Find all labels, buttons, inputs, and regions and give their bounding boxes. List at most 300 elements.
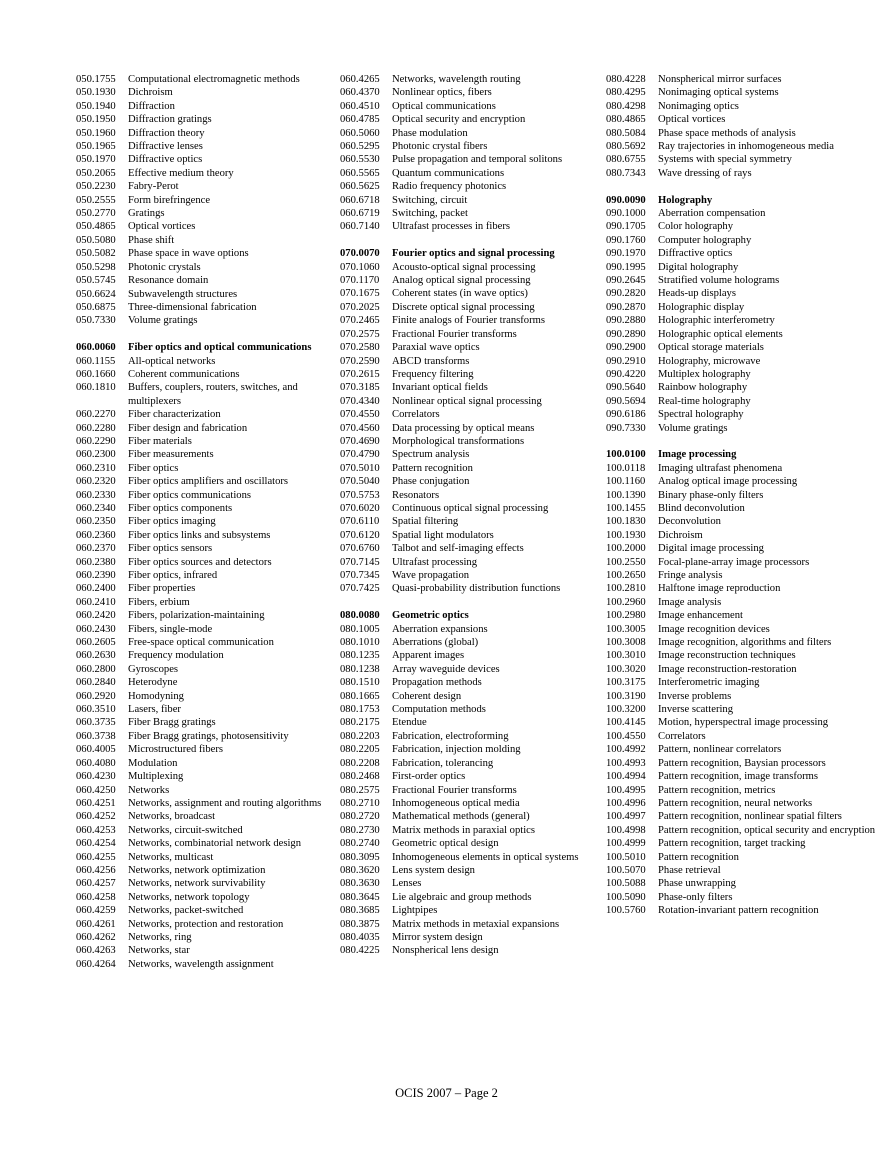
ocis-code: 060.3735 [76,717,116,729]
ocis-code: 080.1005 [340,623,380,635]
ocis-code: 100.0118 [606,462,646,474]
ocis-entry [606,904,876,917]
ocis-term: Fiber design and fabrication [128,422,248,434]
ocis-term: Image reconstruction techniques [658,650,796,662]
ocis-code: 070.2590 [340,355,380,367]
ocis-term: Correlators [658,730,706,742]
ocis-term: Diffraction theory [128,127,205,139]
ocis-entry [76,489,326,502]
ocis-term: Wave dressing of rays [658,167,752,179]
ocis-entry [76,180,326,193]
ocis-entry [76,140,326,153]
ocis-entry [606,529,876,542]
ocis-entry [76,86,326,99]
ocis-entry [340,542,602,555]
ocis-term: Fibers, erbium [128,596,190,608]
ocis-term: Inhomogeneous optical media [392,797,520,809]
section-spacer [606,180,876,193]
ocis-term: Matrix methods in paraxial optics [392,824,535,836]
ocis-code: 060.4251 [76,797,116,809]
ocis-term: Halftone image reproduction [658,583,781,595]
ocis-term: Inhomogeneous elements in optical systems [392,851,579,863]
ocis-entry [76,730,326,743]
ocis-term: Frequency filtering [392,368,474,380]
ocis-code: 090.2645 [606,275,646,287]
ocis-entry [606,395,876,408]
ocis-term: Fiber measurements [128,449,214,461]
ocis-term: Fabry-Perot [128,181,179,193]
ocis-term: Resonators [392,489,440,501]
ocis-entry [76,918,326,931]
ocis-code: 050.1965 [76,141,116,153]
ocis-entry [76,220,326,233]
ocis-entry [340,328,602,341]
ocis-entry [606,703,876,716]
ocis-term: Optical security and encryption [392,114,526,126]
ocis-code: 100.4998 [606,824,646,836]
ocis-entry [606,676,876,689]
ocis-code: 100.4550 [606,730,646,742]
ocis-entry [340,716,602,729]
ocis-term: Networks, broadcast [128,811,216,823]
ocis-term: Fiber materials [128,435,192,447]
ocis-entry [340,877,602,890]
ocis-entry [606,261,876,274]
ocis-code: 070.4690 [340,435,380,447]
ocis-entry [76,810,326,823]
ocis-entry [76,194,326,207]
section-spacer [76,328,326,341]
ocis-code: 100.3175 [606,677,646,689]
ocis-entry [340,448,602,461]
ocis-term: Optical vortices [658,114,726,126]
ocis-code: 100.5088 [606,878,646,890]
ocis-term: Image recognition devices [658,623,770,635]
ocis-term: Optical communications [392,100,496,112]
ocis-entry [606,636,876,649]
ocis-entry [76,623,326,636]
ocis-entry [606,287,876,300]
ocis-term: Pattern recognition, nonlinear spatial filters [658,811,842,823]
ocis-entry [606,100,876,113]
ocis-term: Photonic crystal fibers [392,141,488,153]
ocis-entry [606,113,876,126]
ocis-term: Optical storage materials [658,342,764,354]
ocis-term: Diffraction gratings [128,114,212,126]
ocis-term: Fiber optics sensors [128,543,213,555]
ocis-entry [340,676,602,689]
ocis-code: 080.4035 [340,931,380,943]
ocis-code: 060.4785 [340,114,380,126]
section-heading [76,341,326,354]
ocis-code: 060.4370 [340,87,380,99]
ocis-entry [340,502,602,515]
ocis-code: 060.4264 [76,958,116,970]
ocis-term: Color holography [658,221,734,233]
ocis-code: 060.2330 [76,489,116,501]
ocis-term: Networks, multicast [128,851,214,863]
ocis-term: Image enhancement [658,610,743,622]
ocis-term: Pulse propagation and temporal solitons [392,154,563,166]
ocis-entry [340,918,602,931]
ocis-entry [340,690,602,703]
ocis-term: First-order optics [392,771,466,783]
ocis-entry [76,542,326,555]
ocis-term: Dichroism [658,529,703,541]
ocis-code: 100.5090 [606,891,646,903]
ocis-code: 080.1510 [340,677,380,689]
ocis-entry [340,194,602,207]
ocis-term: Lens system design [392,864,475,876]
ocis-code: 080.2730 [340,824,380,836]
ocis-term: Fiber properties [128,583,196,595]
ocis-code: 050.1755 [76,74,116,85]
ocis-code: 100.1830 [606,516,646,528]
ocis-code: 050.6624 [76,288,116,300]
ocis-code: 070.6110 [340,516,380,528]
ocis-term: Gratings [128,208,165,220]
ocis-entry [76,127,326,140]
ocis-entry [76,100,326,113]
column-3 [606,73,876,918]
ocis-code: 060.4255 [76,851,116,863]
ocis-code: 070.4340 [340,395,380,407]
ocis-code: 100.1930 [606,529,646,541]
ocis-code: 060.1810 [76,382,116,394]
ocis-term: Coherent design [392,690,462,702]
ocis-entry [606,381,876,394]
ocis-code: 070.7425 [340,583,380,595]
ocis-code: 050.4865 [76,221,116,233]
ocis-term: Fiber optics communications [128,489,251,501]
ocis-term: Image processing [658,449,737,461]
ocis-term: Buffers, couplers, routers, switches, and multiplexers [128,382,298,407]
ocis-entry [76,502,326,515]
ocis-term: Spectral holography [658,409,744,421]
ocis-code: 100.3008 [606,637,646,649]
ocis-code: 100.5070 [606,864,646,876]
ocis-entry [76,716,326,729]
ocis-term: Switching, circuit [392,194,468,206]
ocis-entry [340,261,602,274]
ocis-entry [606,877,876,890]
ocis-term: Fabrication, injection molding [392,744,521,756]
ocis-entry [340,730,602,743]
ocis-code: 080.2208 [340,757,380,769]
ocis-entry [606,663,876,676]
ocis-term: Analog optical image processing [658,476,798,488]
ocis-code: 070.5010 [340,462,380,474]
ocis-entry [340,784,602,797]
ocis-term: Switching, packet [392,208,468,220]
ocis-code: 080.4298 [606,100,646,112]
ocis-entry [76,931,326,944]
ocis-entry [606,690,876,703]
ocis-code: 050.2555 [76,194,116,206]
ocis-code: 050.1960 [76,127,116,139]
ocis-term: Multiplexing [128,771,184,783]
ocis-term: Pattern recognition [392,462,473,474]
ocis-term: Wave propagation [392,570,470,582]
ocis-entry [76,864,326,877]
ocis-term: Systems with special symmetry [658,154,792,166]
ocis-code: 100.1390 [606,489,646,501]
ocis-entry [76,958,326,971]
ocis-entry [606,596,876,609]
ocis-term: Fabrication, electroforming [392,730,509,742]
ocis-code: 090.2880 [606,315,646,327]
ocis-term: Fiber optics and optical communications [128,342,312,354]
ocis-term: Array waveguide devices [392,663,500,675]
ocis-term: Etendue [392,717,427,729]
ocis-term: Geometric optical design [392,838,499,850]
ocis-entry [340,891,602,904]
ocis-code: 090.5694 [606,395,646,407]
ocis-entry [340,86,602,99]
ocis-code: 060.4005 [76,744,116,756]
ocis-term: Networks, wavelength assignment [128,958,274,970]
ocis-entry [340,435,602,448]
ocis-entry [340,864,602,877]
ocis-term: Effective medium theory [128,167,234,179]
ocis-entry [76,234,326,247]
ocis-code: 100.4999 [606,838,646,850]
ocis-term: Phase conjugation [392,476,470,488]
ocis-entry [606,556,876,569]
ocis-code: 060.2605 [76,637,116,649]
ocis-term: Fiber Bragg gratings [128,717,216,729]
ocis-entry [606,328,876,341]
ocis-code: 100.5010 [606,851,646,863]
ocis-term: Phase-only filters [658,891,733,903]
ocis-code: 060.2920 [76,690,116,702]
ocis-code: 070.5753 [340,489,380,501]
ocis-code: 060.2400 [76,583,116,595]
ocis-entry [340,837,602,850]
ocis-code: 050.1940 [76,100,116,112]
ocis-entry [76,556,326,569]
ocis-code: 050.5745 [76,275,116,287]
ocis-term: Real-time holography [658,395,751,407]
ocis-entry [340,623,602,636]
ocis-entry [606,542,876,555]
ocis-term: Holographic optical elements [658,328,783,340]
ocis-term: Aberration compensation [658,208,766,220]
ocis-code: 080.3630 [340,878,380,890]
ocis-term: Fabrication, tolerancing [392,757,494,769]
ocis-term: Fiber optics [128,462,179,474]
ocis-code: 080.2710 [340,797,380,809]
ocis-code: 090.1995 [606,261,646,273]
ocis-code: 070.7145 [340,556,380,568]
ocis-code: 050.7330 [76,315,116,327]
ocis-code: 090.1000 [606,208,646,220]
ocis-term: Spatial light modulators [392,529,494,541]
ocis-code: 080.2740 [340,838,380,850]
ocis-entry [606,207,876,220]
ocis-term: Quantum communications [392,167,505,179]
ocis-code: 060.4250 [76,784,116,796]
ocis-entry [76,609,326,622]
ocis-code: 100.4992 [606,744,646,756]
ocis-term: Phase modulation [392,127,468,139]
ocis-code: 050.1950 [76,114,116,126]
ocis-code: 070.5040 [340,476,380,488]
ocis-entry [606,837,876,850]
ocis-entry [340,904,602,917]
ocis-code: 060.4257 [76,878,116,890]
ocis-code: 070.3185 [340,382,380,394]
ocis-entry [606,301,876,314]
ocis-code: 060.2340 [76,502,116,514]
ocis-code: 100.1160 [606,476,646,488]
ocis-entry [340,649,602,662]
ocis-entry [340,529,602,542]
ocis-entry [340,368,602,381]
ocis-entry [606,770,876,783]
ocis-entry [606,86,876,99]
ocis-term: Pattern recognition, target tracking [658,838,806,850]
ocis-term: Ray trajectories in inhomogeneous media [658,141,834,153]
ocis-entry [76,636,326,649]
ocis-code: 060.2270 [76,409,116,421]
ocis-entry [606,864,876,877]
ocis-term: Photonic crystals [128,261,201,273]
ocis-term: Pattern recognition, metrics [658,784,776,796]
ocis-term: Rainbow holography [658,382,748,394]
ocis-entry [606,797,876,810]
ocis-term: Gyroscopes [128,663,179,675]
ocis-code: 100.0100 [606,449,646,461]
ocis-entry [76,837,326,850]
ocis-code: 070.4790 [340,449,380,461]
ocis-code: 060.3510 [76,704,116,716]
ocis-code: 080.3095 [340,851,380,863]
ocis-term: Ultrafast processing [392,556,478,568]
ocis-term: Mathematical methods (general) [392,811,530,823]
ocis-term: Fibers, polarization-maintaining [128,610,265,622]
ocis-code: 060.2300 [76,449,116,461]
ocis-entry [76,877,326,890]
ocis-term: Optical vortices [128,221,196,233]
ocis-code: 090.5640 [606,382,646,394]
ocis-entry [76,475,326,488]
section-heading [340,247,602,260]
ocis-code: 080.2175 [340,717,380,729]
ocis-entry [340,944,602,957]
ocis-code: 070.1170 [340,275,380,287]
ocis-code: 060.3738 [76,730,116,742]
ocis-entry [76,408,326,421]
ocis-entry [340,73,602,86]
ocis-term: Lightpipes [392,905,438,917]
ocis-entry [76,529,326,542]
ocis-code: 060.2280 [76,422,116,434]
ocis-term: Spectrum analysis [392,449,470,461]
ocis-entry [76,153,326,166]
ocis-entry [76,422,326,435]
ocis-code: 100.3005 [606,623,646,635]
ocis-code: 060.6719 [340,208,380,220]
ocis-entry [606,716,876,729]
section-spacer [340,234,602,247]
ocis-entry [606,891,876,904]
ocis-code: 060.4256 [76,864,116,876]
ocis-term: Coherent states (in wave optics) [392,288,528,300]
ocis-entry [606,140,876,153]
ocis-entry [76,676,326,689]
ocis-entry [606,582,876,595]
ocis-entry [606,314,876,327]
ocis-entry [606,73,876,86]
ocis-term: Frequency modulation [128,650,224,662]
ocis-code: 060.4261 [76,918,116,930]
ocis-entry [340,140,602,153]
ocis-entry [606,569,876,582]
ocis-code: 050.2230 [76,181,116,193]
ocis-term: Computation methods [392,704,486,716]
ocis-entry [340,636,602,649]
ocis-term: Pattern, nonlinear correlators [658,744,782,756]
ocis-entry [340,757,602,770]
ocis-term: Ultrafast processes in fibers [392,221,510,233]
ocis-code: 080.3620 [340,864,380,876]
ocis-term: Fiber optics links and subsystems [128,529,271,541]
ocis-entry [606,824,876,837]
ocis-entry [606,341,876,354]
ocis-term: Quasi-probability distribution functions [392,583,561,595]
ocis-term: Correlators [392,409,440,421]
ocis-entry [606,234,876,247]
ocis-term: Image reconstruction-restoration [658,663,797,675]
ocis-entry [606,515,876,528]
ocis-entry [76,207,326,220]
ocis-code: 080.4865 [606,114,646,126]
ocis-term: Networks, wavelength routing [392,74,521,85]
ocis-term: Imaging ultrafast phenomena [658,462,783,474]
ocis-entry [340,381,602,394]
ocis-code: 100.4145 [606,717,646,729]
ocis-term: Fringe analysis [658,570,723,581]
ocis-entry [76,851,326,864]
ocis-code: 070.2025 [340,301,380,313]
ocis-entry [340,663,602,676]
ocis-entry [606,743,876,756]
ocis-code: 080.1753 [340,704,380,716]
ocis-entry [606,355,876,368]
ocis-term: Diffractive lenses [128,141,203,153]
ocis-code: 060.4230 [76,771,116,783]
ocis-term: Networks, network topology [128,891,250,903]
ocis-entry [76,757,326,770]
ocis-code: 100.4995 [606,784,646,796]
ocis-code: 060.2290 [76,435,116,447]
ocis-code: 060.2310 [76,462,116,474]
ocis-term: Spatial filtering [392,516,459,528]
ocis-entry [340,462,602,475]
ocis-entry [76,113,326,126]
ocis-entry [76,288,326,301]
ocis-code: 050.5080 [76,234,116,246]
ocis-entry [340,582,602,595]
ocis-code: 080.4295 [606,87,646,99]
ocis-term: Invariant optical fields [392,382,488,394]
ocis-term: Talbot and self-imaging effects [392,543,524,555]
ocis-entry [606,623,876,636]
ocis-term: Nonimaging optics [658,100,739,112]
ocis-entry [340,851,602,864]
ocis-code: 070.1060 [340,261,380,273]
